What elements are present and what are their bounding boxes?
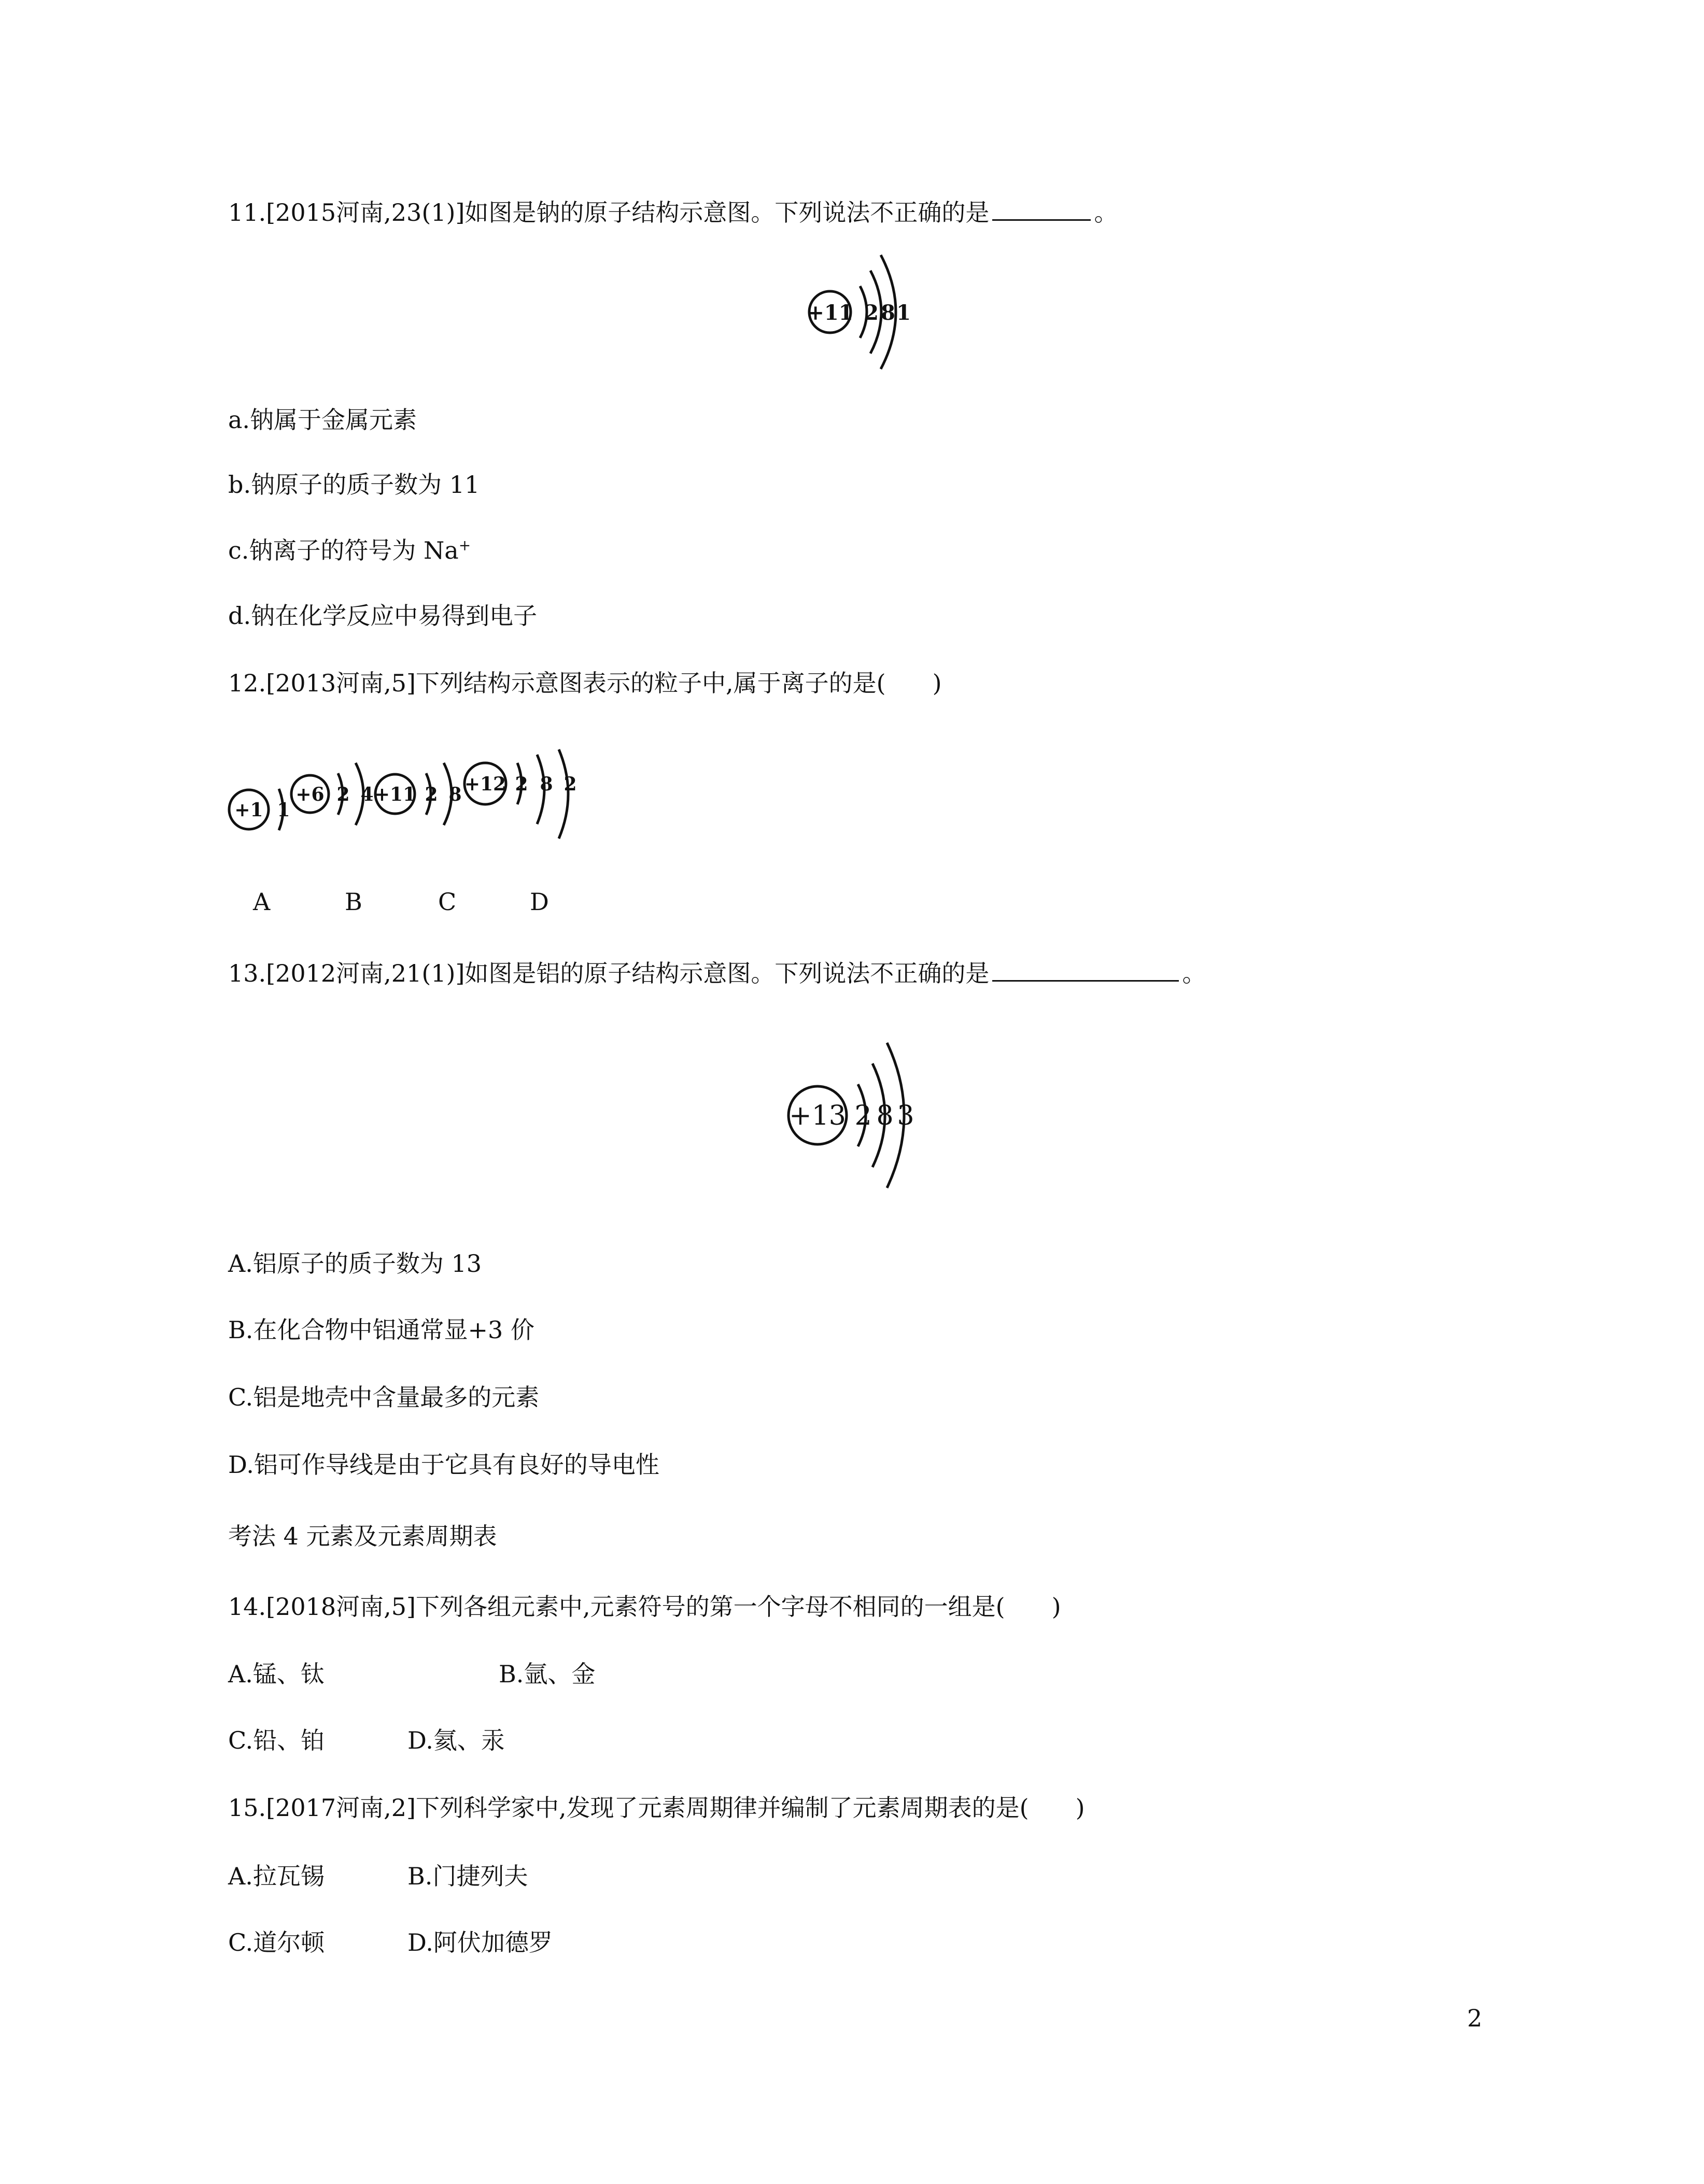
option-text: 氩、金 bbox=[524, 1660, 596, 1688]
option-label: A. bbox=[228, 1660, 253, 1688]
option-text: 铝原子的质子数为 13 bbox=[252, 1250, 482, 1278]
q12-b-shell-1: 2 bbox=[336, 784, 350, 805]
q12-stem-end: ) bbox=[932, 669, 942, 697]
q12-structure-diagrams bbox=[223, 746, 586, 850]
q11-sodium-diagram bbox=[806, 249, 925, 373]
q15-stem-end: ) bbox=[1075, 1794, 1085, 1822]
q12-diagram-a bbox=[229, 789, 290, 830]
option-label: A. bbox=[228, 1250, 253, 1278]
option-text: 阿伏加德罗 bbox=[433, 1928, 553, 1956]
q11-shell-3: 1 bbox=[896, 301, 911, 325]
q13-aluminum-diagram bbox=[785, 1037, 931, 1192]
q13-shell-3: 3 bbox=[897, 1100, 914, 1131]
q12-diagram-c bbox=[374, 763, 462, 825]
q12-diagram-b bbox=[291, 763, 374, 825]
q13-shell-1: 2 bbox=[854, 1100, 872, 1131]
option-text: 拉瓦锡 bbox=[252, 1862, 325, 1890]
q11-option-c bbox=[228, 535, 471, 566]
q12-label-b: B bbox=[345, 888, 362, 916]
q13-stem-end: 。 bbox=[1182, 959, 1206, 987]
option-text: 钠在化学反应中易得到电子 bbox=[251, 602, 538, 630]
option-superscript: + bbox=[458, 536, 471, 554]
q11-answer-blank[interactable] bbox=[992, 198, 1091, 221]
option-label: D. bbox=[228, 1451, 254, 1479]
q12-b-shell-2: 4 bbox=[360, 784, 374, 805]
q14-stem-end: ) bbox=[1051, 1593, 1061, 1621]
q15-option-b bbox=[407, 1861, 528, 1892]
option-label: B. bbox=[228, 1316, 254, 1344]
option-label: a. bbox=[228, 406, 250, 434]
q12-d-shell-3: 2 bbox=[564, 773, 577, 795]
q12-d-nucleus: +12 bbox=[464, 773, 506, 795]
q13-option-b bbox=[228, 1314, 534, 1345]
option-label: A. bbox=[228, 1862, 253, 1890]
q12-diagram-d bbox=[464, 749, 577, 839]
q12-label-a: A bbox=[253, 888, 271, 916]
option-text: 道尔顿 bbox=[253, 1928, 325, 1956]
option-label: C. bbox=[228, 1928, 254, 1956]
option-label: D. bbox=[407, 1928, 433, 1956]
option-label: d. bbox=[228, 602, 251, 630]
q14-stem-text: 14.[2018河南,5]下列各组元素中,元素符号的第一个字母不相同的一组是( bbox=[228, 1593, 1005, 1621]
q14-option-a bbox=[228, 1658, 325, 1690]
option-text: 门捷列夫 bbox=[432, 1862, 528, 1890]
q12-d-shell-2: 8 bbox=[540, 773, 553, 795]
option-label: C. bbox=[228, 1383, 254, 1411]
q15-option-c bbox=[228, 1927, 325, 1958]
q12-d-shell-1: 2 bbox=[515, 773, 528, 795]
q12-c-nucleus: +11 bbox=[374, 784, 416, 805]
q12-c-shell-2: 8 bbox=[448, 784, 462, 805]
q12-b-nucleus: +6 bbox=[295, 784, 325, 805]
q13-option-a bbox=[228, 1248, 482, 1279]
q13-stem-text: 13.[2012河南,21(1)]如图是铝的原子结构示意图。下列说法不正确的是 bbox=[228, 959, 990, 987]
option-text: 钠离子的符号为 Na bbox=[249, 536, 459, 564]
q14-stem bbox=[228, 1591, 1061, 1622]
option-label: c. bbox=[228, 536, 249, 564]
option-text: 铝可作导线是由于它具有良好的导电性 bbox=[254, 1451, 659, 1479]
option-text: 钠属于金属元素 bbox=[250, 406, 417, 434]
option-label: B. bbox=[407, 1862, 433, 1890]
q14-option-d bbox=[407, 1725, 505, 1756]
q15-stem-text: 15.[2017河南,2]下列科学家中,发现了元素周期律并编制了元素周期表的是( bbox=[228, 1794, 1029, 1822]
q11-option-b bbox=[228, 469, 480, 500]
q13-option-c bbox=[228, 1382, 539, 1413]
q11-stem-end: 。 bbox=[1094, 198, 1118, 226]
option-text: 氦、汞 bbox=[433, 1726, 505, 1754]
q15-stem bbox=[228, 1792, 1085, 1823]
q13-stem bbox=[228, 958, 1206, 989]
q13-answer-blank[interactable] bbox=[992, 959, 1179, 982]
option-text: 铅、铂 bbox=[253, 1726, 325, 1754]
option-text: 在化合物中铝通常显+3 价 bbox=[253, 1316, 534, 1344]
q13-nucleus-label: +13 bbox=[789, 1100, 846, 1131]
q13-option-d bbox=[228, 1449, 659, 1480]
q11-shell-1: 2 bbox=[864, 301, 879, 325]
q12-a-shell-1: 1 bbox=[277, 799, 290, 821]
q11-nucleus-label: +11 bbox=[807, 301, 853, 325]
option-label: B. bbox=[499, 1660, 524, 1688]
q12-stem bbox=[228, 668, 942, 699]
q11-shell-2: 8 bbox=[881, 301, 895, 325]
page-number: 2 bbox=[1467, 2004, 1483, 2032]
option-text: 钠原子的质子数为 11 bbox=[251, 471, 480, 499]
option-label: b. bbox=[228, 471, 251, 499]
q11-stem bbox=[228, 197, 1118, 228]
option-label: D. bbox=[407, 1726, 433, 1754]
q14-option-b bbox=[499, 1658, 595, 1690]
q12-stem-text: 12.[2013河南,5]下列结构示意图表示的粒子中,属于离子的是( bbox=[228, 669, 886, 697]
q12-c-shell-1: 2 bbox=[425, 784, 438, 805]
section-title: 考法 4 元素及元素周期表 bbox=[228, 1522, 497, 1550]
q14-option-c bbox=[228, 1725, 325, 1756]
q12-label-d: D bbox=[530, 888, 549, 916]
q11-stem-text: 11.[2015河南,23(1)]如图是钠的原子结构示意图。下列说法不正确的是 bbox=[228, 198, 990, 226]
q12-a-nucleus: +1 bbox=[234, 799, 263, 821]
option-text: 锰、钛 bbox=[252, 1660, 325, 1688]
q13-shell-2: 8 bbox=[876, 1100, 894, 1131]
q15-option-a bbox=[228, 1861, 325, 1892]
option-label: C. bbox=[228, 1726, 254, 1754]
q11-option-d bbox=[228, 600, 537, 631]
q11-option-a bbox=[228, 404, 417, 435]
q15-option-d bbox=[407, 1927, 553, 1958]
option-text: 铝是地壳中含量最多的元素 bbox=[253, 1383, 540, 1411]
q12-label-c: C bbox=[438, 888, 457, 916]
